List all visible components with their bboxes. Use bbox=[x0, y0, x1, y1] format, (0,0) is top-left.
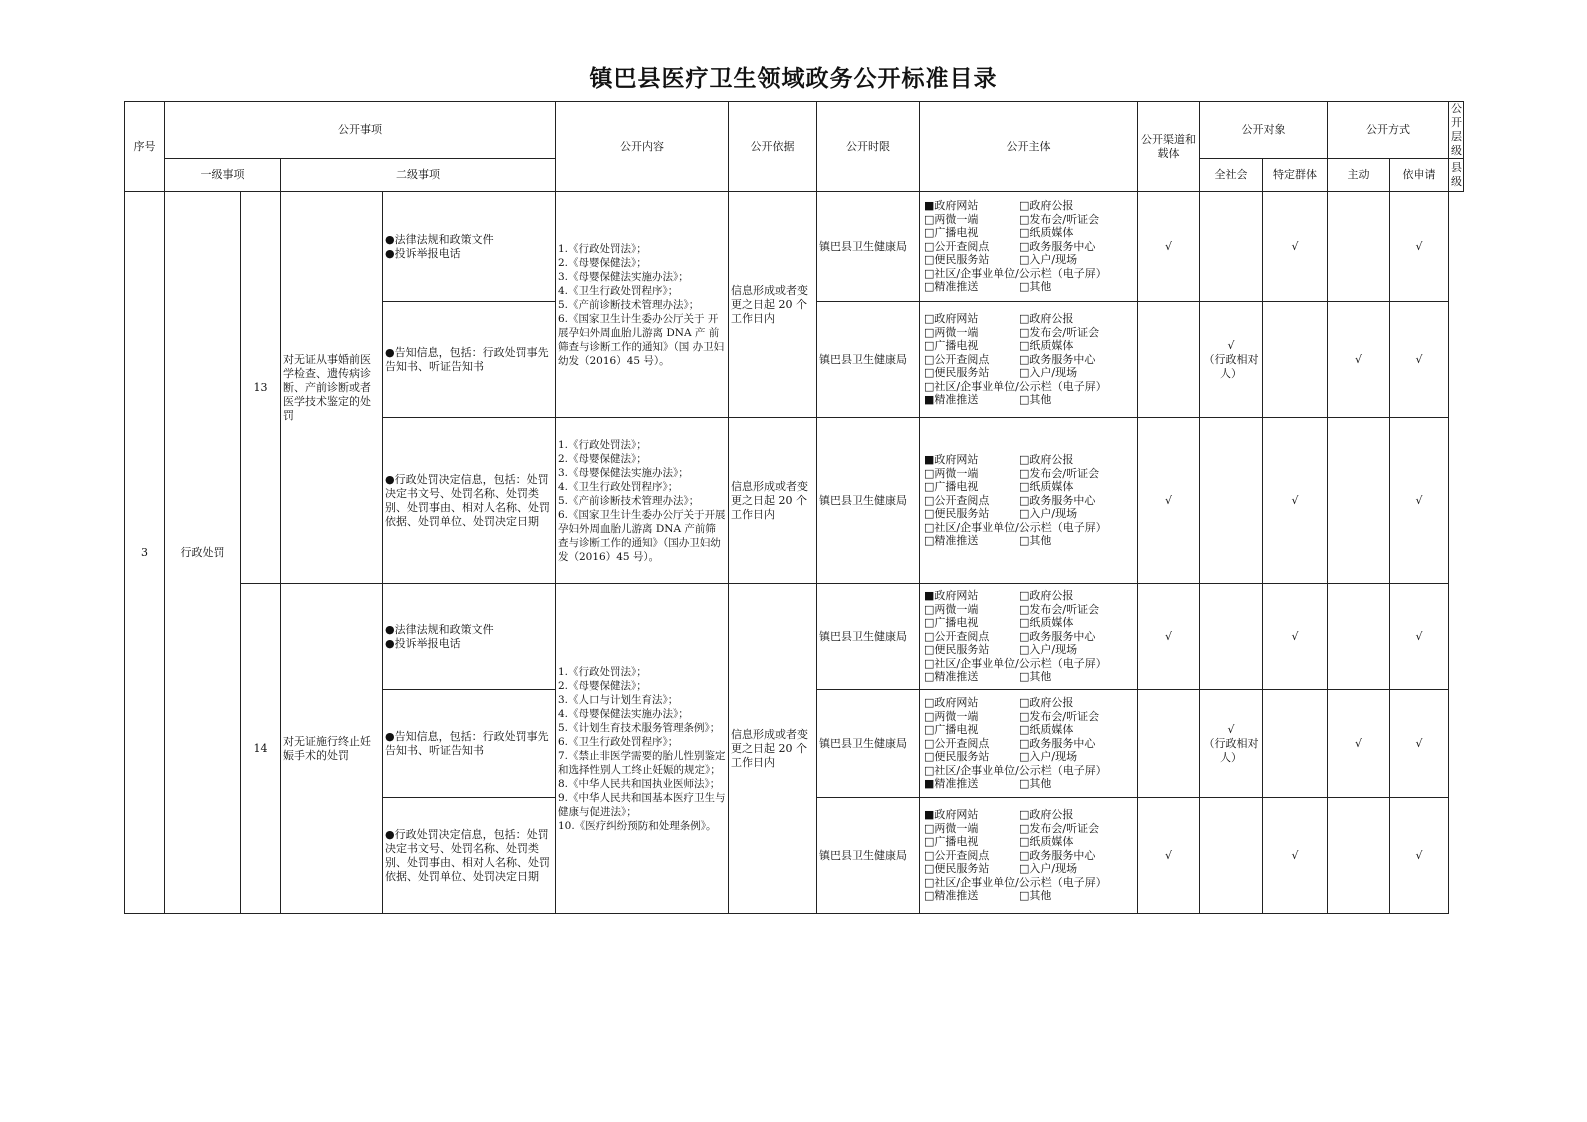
tier-county-cell: √ bbox=[1390, 418, 1449, 584]
time-cell: 信息形成或者变更之日起 20 个工作日内 bbox=[729, 192, 817, 418]
content-line: ●投诉举报电话 bbox=[385, 636, 461, 650]
time-cell: 信息形成或者变更之日起 20 个工作日内 bbox=[729, 418, 817, 584]
basis-line: 3.《母婴保健法实施办法》； bbox=[558, 466, 689, 479]
basis-cell bbox=[556, 418, 729, 584]
channel-item: ■政府网站 bbox=[924, 453, 979, 467]
channel-item: □入户/现场 bbox=[1019, 643, 1078, 657]
content-line: ●法律法规和政策文件 bbox=[385, 232, 494, 246]
channel-item: □入户/现场 bbox=[1019, 750, 1078, 764]
channel-item: □政府网站 bbox=[924, 696, 979, 710]
header-method-active: 主动 bbox=[1328, 159, 1390, 192]
method-active-cell: √ bbox=[1263, 584, 1328, 690]
channel-item: □入户/现场 bbox=[1019, 366, 1078, 380]
basis-line: 6.《卫生行政处罚程序》； bbox=[558, 735, 679, 748]
method-active-cell: √ bbox=[1263, 798, 1328, 914]
header-seq: 序号 bbox=[125, 102, 165, 192]
channel-item bbox=[1019, 764, 1135, 778]
subject-cell: 镇巴县卫生健康局 bbox=[817, 798, 920, 914]
channel-item: □发布会/听证会 bbox=[1019, 212, 1100, 226]
basis-line: 8.《中华人民共和国执业医师法》； bbox=[558, 777, 721, 790]
basis-line: 1.《行政处罚法》； bbox=[558, 242, 647, 255]
channel-item: □广播电视 bbox=[924, 480, 979, 494]
basis-line: 2.《母婴保健法》； bbox=[558, 256, 647, 269]
level1-cell: 行政处罚 bbox=[165, 192, 241, 914]
time-cell: 信息形成或者变更之日起 20 个工作日内 bbox=[729, 584, 817, 914]
channel-item: □两微一端 bbox=[924, 709, 979, 723]
subject-cell: 镇巴县卫生健康局 bbox=[817, 584, 920, 690]
table-row bbox=[125, 584, 1464, 690]
channel-item: □便民服务站 bbox=[924, 253, 990, 267]
content-cell bbox=[383, 418, 556, 584]
tier-county-cell: √ bbox=[1390, 690, 1449, 798]
channel-item: □社区/企事业单位/公示栏（电子屏） bbox=[924, 379, 1107, 393]
level2-cell: 对无证从事婚前医学检查、遗传病诊断、产前诊断或者医学技术鉴定的处罚 bbox=[281, 192, 383, 584]
basis-line: 2.《母婴保健法》； bbox=[558, 452, 647, 465]
method-active-cell bbox=[1263, 690, 1328, 798]
subject-cell: 镇巴县卫生健康局 bbox=[817, 690, 920, 798]
item-number: 13 bbox=[241, 192, 281, 584]
channel-item: □纸质媒体 bbox=[1019, 480, 1074, 494]
channel-item: ■精准推送 bbox=[924, 393, 979, 407]
target-specific-cell: √ （行政相对人） bbox=[1200, 690, 1263, 798]
channel-item: □纸质媒体 bbox=[1019, 616, 1074, 630]
channel-item: □精准推送 bbox=[924, 889, 979, 903]
channel-item: □两微一端 bbox=[924, 212, 979, 226]
channel-item: □政务服务中心 bbox=[1019, 629, 1096, 643]
channels-list bbox=[922, 696, 1135, 791]
channel-item: ■政府网站 bbox=[924, 199, 979, 213]
method-request-cell: √ bbox=[1328, 302, 1390, 418]
header-channels: 公开渠道和载体 bbox=[1138, 102, 1200, 192]
table-body bbox=[125, 192, 1464, 914]
channel-item: □便民服务站 bbox=[924, 643, 990, 657]
channel-item: □广播电视 bbox=[924, 835, 979, 849]
channel-item: □纸质媒体 bbox=[1019, 723, 1074, 737]
channel-item: □入户/现场 bbox=[1019, 253, 1078, 267]
channel-item: □便民服务站 bbox=[924, 507, 990, 521]
header-time: 公开时限 bbox=[817, 102, 920, 192]
channel-item: □入户/现场 bbox=[1019, 862, 1078, 876]
channel-item: □政府公报 bbox=[1019, 199, 1074, 213]
table-row bbox=[125, 192, 1464, 302]
channel-item bbox=[1019, 267, 1135, 281]
target-all-cell bbox=[1138, 690, 1200, 798]
basis-line: 5.《计划生育技术服务管理条例》； bbox=[558, 721, 721, 734]
header-content: 公开内容 bbox=[556, 102, 729, 192]
content-cell bbox=[383, 798, 556, 914]
catalog-table bbox=[124, 101, 1464, 914]
channel-item: □发布会/听证会 bbox=[1019, 821, 1100, 835]
channel-item: □公开查阅点 bbox=[924, 736, 990, 750]
channel-item: □广播电视 bbox=[924, 723, 979, 737]
channel-item: □广播电视 bbox=[924, 226, 979, 240]
header-level2: 二级事项 bbox=[281, 159, 556, 192]
channel-item: □精准推送 bbox=[924, 670, 979, 684]
content-cell bbox=[383, 584, 556, 690]
channel-item: □政务服务中心 bbox=[1019, 848, 1096, 862]
content-cell bbox=[383, 690, 556, 798]
content-line: ●行政处罚决定信息，包括：处罚决定书文号、处罚名称、处罚类别、处罚事由、相对人名称、处罚依据、处罚单位、处罚决定日期 bbox=[385, 827, 550, 883]
tier-county-cell: √ bbox=[1390, 584, 1449, 690]
item-number: 14 bbox=[241, 584, 281, 914]
channel-item: □两微一端 bbox=[924, 466, 979, 480]
channel-item: □政府公报 bbox=[1019, 453, 1074, 467]
target-all-cell: √ bbox=[1138, 418, 1200, 584]
channel-item: □入户/现场 bbox=[1019, 507, 1078, 521]
channel-item: □两微一端 bbox=[924, 821, 979, 835]
table-header bbox=[125, 102, 1464, 192]
target-all-cell: √ bbox=[1138, 192, 1200, 302]
channel-item: ■政府网站 bbox=[924, 589, 979, 603]
channel-item: □公开查阅点 bbox=[924, 848, 990, 862]
target-specific-cell bbox=[1200, 418, 1263, 584]
method-active-cell: √ bbox=[1263, 418, 1328, 584]
header-target: 公开对象 bbox=[1200, 102, 1328, 159]
channel-item: □社区/企事业单位/公示栏（电子屏） bbox=[924, 266, 1107, 280]
channel-item: □其他 bbox=[1019, 393, 1052, 407]
subject-cell: 镇巴县卫生健康局 bbox=[817, 418, 920, 584]
page-title: 镇巴县医疗卫生领域政务公开标准目录 bbox=[589, 65, 998, 92]
channel-item: □公开查阅点 bbox=[924, 629, 990, 643]
channels-cell bbox=[920, 192, 1138, 302]
content-cell bbox=[383, 192, 556, 302]
method-request-cell bbox=[1328, 584, 1390, 690]
target-all-cell: √ bbox=[1138, 798, 1200, 914]
method-request-cell bbox=[1328, 418, 1390, 584]
header-basis: 公开依据 bbox=[729, 102, 817, 192]
channel-item: □政府公报 bbox=[1019, 696, 1074, 710]
channels-list bbox=[922, 312, 1135, 407]
content-line: ●告知信息，包括：行政处罚事先告知书、听证告知书 bbox=[385, 345, 549, 373]
channel-item: □社区/企事业单位/公示栏（电子屏） bbox=[924, 875, 1107, 889]
channel-item: □政府公报 bbox=[1019, 589, 1074, 603]
method-active-cell bbox=[1263, 302, 1328, 418]
level2-cell: 对无证施行终止妊娠手术的处罚 bbox=[281, 584, 383, 914]
tier-county-cell: √ bbox=[1390, 192, 1449, 302]
channel-item: □精准推送 bbox=[924, 280, 979, 294]
basis-line: 2.《母婴保健法》； bbox=[558, 679, 647, 692]
channel-item: □纸质媒体 bbox=[1019, 339, 1074, 353]
basis-line: 9.《中华人民共和国基本医疗卫生与健康与促进法》； bbox=[558, 791, 726, 818]
basis-line: 10.《医疗纠纷预防和处理条例》。 bbox=[558, 819, 717, 832]
target-all-cell: √ bbox=[1138, 584, 1200, 690]
channel-item: ■政府网站 bbox=[924, 808, 979, 822]
channels-cell bbox=[920, 418, 1138, 584]
method-request-cell bbox=[1328, 192, 1390, 302]
header-subject: 公开主体 bbox=[920, 102, 1138, 192]
channel-item: □发布会/听证会 bbox=[1019, 602, 1100, 616]
basis-line: 4.《卫生行政处罚程序》； bbox=[558, 284, 679, 297]
channel-item: □政务服务中心 bbox=[1019, 239, 1096, 253]
channel-item: □政府网站 bbox=[924, 312, 979, 326]
basis-line: 6.《国家卫生计生委办公厅关于开展孕妇外周血胎儿游离 DNA 产前筛查与诊断工作的通知》（国办卫妇幼发（2016）45 号）。 bbox=[558, 508, 726, 563]
channel-item: □广播电视 bbox=[924, 616, 979, 630]
method-request-cell bbox=[1328, 798, 1390, 914]
channel-item bbox=[1019, 380, 1135, 394]
basis-line: 4.《母婴保健法实施办法》； bbox=[558, 707, 689, 720]
channel-item: □便民服务站 bbox=[924, 750, 990, 764]
channel-item: □发布会/听证会 bbox=[1019, 325, 1100, 339]
channel-item: □便民服务站 bbox=[924, 862, 990, 876]
header-tier-county: 县级 bbox=[1449, 159, 1464, 192]
channel-item: □社区/企事业单位/公示栏（电子屏） bbox=[924, 763, 1107, 777]
channels-cell bbox=[920, 584, 1138, 690]
channel-item: □政务服务中心 bbox=[1019, 352, 1096, 366]
method-request-cell: √ bbox=[1328, 690, 1390, 798]
subject-cell: 镇巴县卫生健康局 bbox=[817, 302, 920, 418]
basis-line: 4.《卫生行政处罚程序》； bbox=[558, 480, 679, 493]
channel-item bbox=[1019, 521, 1135, 535]
basis-line: 1.《行政处罚法》； bbox=[558, 438, 647, 451]
channel-item: □政府公报 bbox=[1019, 312, 1074, 326]
channel-item: □精准推送 bbox=[924, 534, 979, 548]
basis-line: 6.《国家卫生计生委办公厅关于 开展孕妇外周血胎儿游离 DNA 产 前筛查与诊断工作的通知》（国 办卫妇幼发（2016）45 号）。 bbox=[558, 312, 725, 367]
header-tier: 公开层级 bbox=[1449, 102, 1464, 159]
channel-item: □两微一端 bbox=[924, 602, 979, 616]
basis-cell bbox=[556, 584, 729, 914]
target-all-cell bbox=[1138, 302, 1200, 418]
header-target-all: 全社会 bbox=[1200, 159, 1263, 192]
target-specific-cell bbox=[1200, 798, 1263, 914]
channels-list bbox=[922, 589, 1135, 684]
channel-item: □广播电视 bbox=[924, 339, 979, 353]
header-method-request: 依申请 bbox=[1390, 159, 1449, 192]
basis-line: 5.《产前诊断技术管理办法》； bbox=[558, 494, 700, 507]
channel-item: □便民服务站 bbox=[924, 366, 990, 380]
target-specific-cell bbox=[1200, 584, 1263, 690]
basis-line: 3.《人口与计划生育法》； bbox=[558, 693, 679, 706]
channel-item: □政务服务中心 bbox=[1019, 736, 1096, 750]
channel-item: ■精准推送 bbox=[924, 777, 979, 791]
channel-item: □公开查阅点 bbox=[924, 352, 990, 366]
channels-cell bbox=[920, 690, 1138, 798]
content-cell bbox=[383, 302, 556, 418]
target-specific-cell: √ （行政相对人） bbox=[1200, 302, 1263, 418]
channels-cell bbox=[920, 302, 1138, 418]
header-method: 公开方式 bbox=[1328, 102, 1449, 159]
target-specific-cell bbox=[1200, 192, 1263, 302]
basis-cell bbox=[556, 192, 729, 418]
channel-item: □政府公报 bbox=[1019, 808, 1074, 822]
channel-item: □其他 bbox=[1019, 280, 1052, 294]
channel-item: □两微一端 bbox=[924, 325, 979, 339]
channel-item: □发布会/听证会 bbox=[1019, 466, 1100, 480]
channels-list bbox=[922, 199, 1135, 294]
basis-line: 1.《行政处罚法》； bbox=[558, 665, 647, 678]
header-target-specific: 特定群体 bbox=[1263, 159, 1328, 192]
basis-line: 5.《产前诊断技术管理办法》； bbox=[558, 298, 700, 311]
channel-item: □其他 bbox=[1019, 889, 1052, 903]
channel-item: □纸质媒体 bbox=[1019, 226, 1074, 240]
method-active-cell: √ bbox=[1263, 192, 1328, 302]
tier-county-cell: √ bbox=[1390, 302, 1449, 418]
channel-item: □政务服务中心 bbox=[1019, 493, 1096, 507]
basis-line: 3.《母婴保健法实施办法》； bbox=[558, 270, 689, 283]
channels-list bbox=[922, 453, 1135, 548]
content-line: ●投诉举报电话 bbox=[385, 246, 461, 260]
channel-item: □社区/企事业单位/公示栏（电子屏） bbox=[924, 520, 1107, 534]
content-line: ●告知信息，包括：行政处罚事先告知书、听证告知书 bbox=[385, 729, 549, 757]
channel-item bbox=[1019, 657, 1135, 671]
header-level1: 一级事项 bbox=[165, 159, 281, 192]
channel-item: □其他 bbox=[1019, 670, 1052, 684]
tier-county-cell: √ bbox=[1390, 798, 1449, 914]
channels-cell bbox=[920, 798, 1138, 914]
channel-item: □发布会/听证会 bbox=[1019, 709, 1100, 723]
header-items: 公开事项 bbox=[165, 102, 556, 159]
channel-item bbox=[1019, 876, 1135, 890]
channel-item: □其他 bbox=[1019, 777, 1052, 791]
channel-item: □纸质媒体 bbox=[1019, 835, 1074, 849]
seq-cell: 3 bbox=[125, 192, 165, 914]
channel-item: □公开查阅点 bbox=[924, 493, 990, 507]
basis-line: 7.《禁止非医学需要的胎儿性别鉴定和选择性别人工终止妊娠的规定》； bbox=[558, 749, 726, 776]
content-line: ●法律法规和政策文件 bbox=[385, 622, 494, 636]
channel-item: □社区/企事业单位/公示栏（电子屏） bbox=[924, 656, 1107, 670]
subject-cell: 镇巴县卫生健康局 bbox=[817, 192, 920, 302]
channel-item: □公开查阅点 bbox=[924, 239, 990, 253]
channel-item: □其他 bbox=[1019, 534, 1052, 548]
content-line: ●行政处罚决定信息，包括：处罚决定书文号、处罚名称、处罚类别、处罚事由、相对人名称、处罚依据、处罚单位、处罚决定日期 bbox=[385, 472, 550, 528]
channels-list bbox=[922, 808, 1135, 903]
